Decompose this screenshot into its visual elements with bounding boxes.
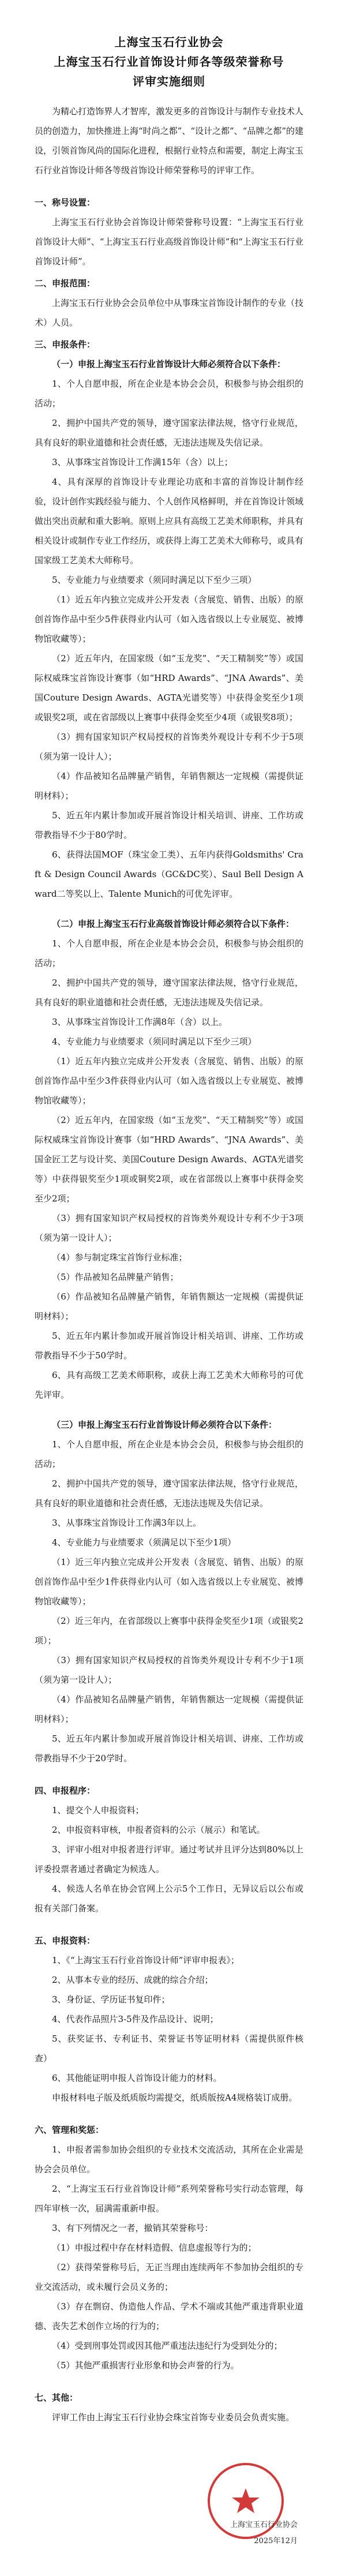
part3-paragraph: 3、从事珠宝首饰设计工作满3年以上。 xyxy=(52,1518,202,1528)
part3-paragraph: （3）拥有国家知识产权局授权的首饰类外观设计专利不少于1项（须为第一设计人）； xyxy=(35,1655,303,1685)
part3-paragraph: 2、拥护中国共产党的领导，遵守国家法律法规，恪守行业规范，具有良好的职业道德和社会责任感，无违法违规及失信记录。 xyxy=(35,1478,303,1508)
part2-title: （二）申报上海宝玉石行业高级首饰设计师必须符合以下条件： xyxy=(52,919,295,929)
sec5-paragraph: 1、《“上海宝玉石行业首饰设计师”评审申报表》； xyxy=(52,1955,239,1965)
section7-title: 七、其他： xyxy=(35,2392,78,2403)
part2-paragraph: 5、近五年内累计参加或开展首饰设计相关培训、讲座、工作坊或带教指导不少于50学时。 xyxy=(35,1331,303,1361)
part2-paragraph: （5）作品被知名品牌量产销售； xyxy=(52,1272,179,1282)
part1 xyxy=(35,354,303,904)
sec6-paragraph: （3）存在剽窃、伪造他人作品、学术不端或其他严重违背职业道德、丧失艺术创作立场的行为的； xyxy=(35,2301,303,2331)
section5-title: 五、申报资料： xyxy=(35,1935,96,1946)
part2-paragraph: 2、拥护中国共产党的领导，遵守国家法律法规，恪守行业规范，具有良好的职业道德和社会责任感，无违法违规及失信记录。 xyxy=(35,978,303,1008)
sections-container xyxy=(35,193,303,354)
part1-paragraph: （1）近五年内独立完成并公开发表（含展览、销售、出版）的原创首饰作品中至少5件获得业内认可（如入选省级以上专业展览、被博物馆收藏等）； xyxy=(35,594,303,644)
intro-paragraph: 为精心打造饰界人才智库，激发更多的首饰设计与制作专业技术人员的创造力，加快推进上海“时尚之都”、“设计之都”、“品牌之都”的建设，引领首饰风尚的国际化进程，根据行业特点和需要，制定上海宝玉石行业首饰设计师各等级首饰设计师荣誉称号的评审工作。 xyxy=(35,106,304,175)
section-paragraph: 上海宝玉石行业协会首饰设计师荣誉称号设置：“上海宝玉石行业首饰设计大师”、“上海宝玉石行业高级首饰设计师”和“上海宝玉石行业首饰设计师”。 xyxy=(35,217,303,267)
part2-paragraph: 4、专业能力与业绩要求（须同时满足以下至少三项） xyxy=(52,1036,257,1047)
part1-paragraph: 2、拥护中国共产党的领导，遵守国家法律法规，恪守行业规范，具有良好的职业道德和社会责任感，无违法违规及失信记录。 xyxy=(35,418,303,448)
document-title xyxy=(35,32,303,91)
sec4-paragraph: 3、评审小组对申报者进行评审。通过考试并且评分达到80%以上评委投票者通过者确定为候选人。 xyxy=(35,1844,303,1874)
sec5-paragraph: 3、身份证、学历证书复印件； xyxy=(52,1994,170,2005)
part1-paragraph: 3、从事珠宝首饰设计工作满15年（含）以上； xyxy=(52,457,233,467)
part2-paragraph: （1）近五年内独立完成并公开发表（含展览、销售、出版）的原创首饰作品中至少3件获得业内认可（如入选省级以上专业展览、被博物馆收藏等）； xyxy=(35,1056,303,1106)
part2-paragraph: 3、从事珠宝首饰设计工作满8年（含）以上。 xyxy=(52,1017,228,1027)
part1-paragraph: （4）作品被知名品牌量产销售，年销售额达一定规模（需提供证明材料）； xyxy=(35,771,303,801)
part1-paragraph: 5、专业能力与业绩要求（须同时满足以下至少三项） xyxy=(52,575,257,585)
part2-paragraph: （6）作品被知名品牌量产销售，年销售额达一定规模（需提供证明材料）； xyxy=(35,1291,303,1321)
part3-paragraph: （4）作品被知名品牌量产销售，年销售额达一定规模（需提供证明材料）； xyxy=(35,1694,303,1724)
part1-title: （一）申报上海宝玉石行业首饰设计大师必须符合以下条件： xyxy=(52,359,286,369)
part1-paragraph: 4、具有深厚的首饰设计专业理论功底和丰富的首饰设计制作经验，设计创作实践经验与能力、个人创作风格鲜明，并在首饰设计领域做出突出贡献和重大影响。原则上应具有高级工艺美术师职称，并具有相关设计或制作专业工作经历，或获得上海工艺美术大师称号，或具有国家级工艺美术大师称号。 xyxy=(35,477,303,566)
sec6-paragraph: （5）其他严重损害行业形象和协会声誉的行为。 xyxy=(52,2360,239,2371)
title-line-3: 评审实施细则 xyxy=(133,74,205,88)
title-line-2: 上海宝玉石行业首饰设计师各等级荣誉称号 xyxy=(54,55,284,69)
sec4-paragraph: 4、候选人名单在协会官网上公示5个工作日，无异议后以公布或报有关部门备案。 xyxy=(35,1884,303,1914)
part1-paragraph: （3）拥有国家知识产权局授权的首饰类外观设计专利不少于5项（须为第一设计人）； xyxy=(35,732,303,762)
part2-paragraph: （3）拥有国家知识产权局授权的首饰类外观设计专利不少于3项（须为第一设计人）； xyxy=(35,1213,303,1243)
section-title: 一、称号设置： xyxy=(35,197,96,208)
signature-block xyxy=(35,2438,303,2576)
part1-paragraph: （2）近五年内，在国家级（如“玉龙奖”、“天工精制奖”等）或国际权威珠宝首饰设计赛事（如“HRD Awards”、“JNA Awards”、美国Couture Design Awards、AGTA光谱奖等）中获得金奖至少1项或银奖2项，或在省部级以上赛事中获得金奖至少4项（或银奖8项）； xyxy=(35,653,303,722)
footer-date: 2025年12月 xyxy=(254,2537,298,2545)
part3-title: （三）申报上海宝玉石行业首饰设计师必须符合以下条件： xyxy=(52,1420,277,1430)
part3-paragraph: （2）近三年内，在省部级以上赛事中获得金奖至少1项（或银奖2项）； xyxy=(35,1616,303,1646)
sec5-paragraph: 2、从事本专业的经历、成就的综合介绍； xyxy=(52,1975,213,1985)
section6-title: 六、管理和奖惩： xyxy=(35,2125,104,2135)
section-title: 三、申报条件： xyxy=(35,339,96,350)
part2-paragraph: 1、个人自愿申报，所在企业是本协会会员，积极参与协会组织的活动； xyxy=(35,938,303,968)
part3-paragraph: 5、近五年内累计参加或开展首饰设计相关培训、讲座、工作坊或带教指导不少于20学时。 xyxy=(35,1733,303,1763)
part1-paragraph: 6、获得法国MOF（珠宝金工类）、五年内获得Goldsmiths' Craft & Design Council Awards（GC&DC奖）、Saul Bell Design Award二等奖以上、Talente Munich的可优先评审。 xyxy=(35,849,303,899)
part2 xyxy=(35,914,303,1405)
part3-paragraph: 4、专业能力与业绩要求（须满足以下至少1项） xyxy=(52,1537,236,1548)
sec6-paragraph: （2）获得荣誉称号后，无正当理由连续两年不参加协会组织的专业交流活动，或未履行会员义务的； xyxy=(35,2262,303,2292)
sec6-paragraph: （1）申报过程中存在材料造假、信息虚报等行为的； xyxy=(52,2242,257,2253)
part3-paragraph: （1）近三年内独立完成并公开发表（含展览、销售、出版）的原创首饰作品中至少1件获得业内认可（如入选省级以上专业展览、被博物馆收藏等）； xyxy=(35,1557,303,1607)
sec6-paragraph: 2、“上海宝玉石行业首饰设计师”系列荣誉称号实行动态管理，每四年审核一次，届满需重新申报。 xyxy=(35,2184,303,2214)
part2-paragraph: 6、具有高级工艺美术师职称，或获上海工艺美术大师称号的可优先评审。 xyxy=(35,1370,303,1400)
section-title: 二、申报范围： xyxy=(35,278,96,289)
sec7-paragraph: 评审工作由上海宝玉石行业协会珠宝首饰专业委员会负责实施。 xyxy=(52,2412,295,2423)
sec6-paragraph: 1、申报者需参加协会组织的专业技术交流活动，其所在企业需是协会会员单位。 xyxy=(35,2144,303,2174)
part2-paragraph: （2）近五年内，在国家级（如“玉龙奖”、“天工精制奖”等）或国际权威珠宝首饰设计赛事（如“HRD Awards”、“JNA Awards”、美国金匠工艺与设计奖、美国Couture Design Awards、AGTA光谱奖等）中获得银奖至少1项或铜奖2项，或在省部级以上赛事中获得金奖至少2项； xyxy=(35,1115,303,1204)
intro xyxy=(35,102,303,180)
sec5-paragraph: 5、获奖证书、专利证书、荣誉证书等证明材料（需提供原件核查） xyxy=(35,2034,303,2064)
part1-paragraph: 1、个人自愿申报，所在企业是本协会会员，积极参与协会组织的活动； xyxy=(35,379,303,409)
official-seal-icon xyxy=(205,2461,286,2541)
footer-organization: 上海宝玉石行业协会 xyxy=(230,2521,298,2529)
sec5-paragraph: 6、其他能证明申报人首饰设计能力的材料。 xyxy=(52,2073,222,2083)
sec5-paragraph: 4、代表作品照片3-5件及作品设计、说明； xyxy=(52,2014,219,2024)
part1-paragraph: 5、近五年内累计参加或开展首饰设计相关培训、讲座、工作坊或带教指导不少于80学时。 xyxy=(35,810,303,840)
part2-paragraph: （4）参与制定珠宝首饰行业标准； xyxy=(52,1252,187,1263)
title-line-1: 上海宝玉石行业协会 xyxy=(114,35,224,49)
section-paragraph: 上海宝玉石行业协会会员单位中从事珠宝首饰设计制作的专业（技术）人员。 xyxy=(35,298,303,328)
sec5-paragraph: 申报材料电子版及纸质版均需提交，纸质版按A4规格装订成册。 xyxy=(52,2092,298,2103)
part3 xyxy=(35,1415,303,1768)
sec4-paragraph: 2、申报资料审核，申报者资料的公示（展示）和笔试。 xyxy=(52,1825,265,1835)
part3-paragraph: 1、个人自愿申报，所在企业是本协会会员，积极参与协会组织的活动； xyxy=(35,1439,303,1469)
sec4-paragraph: 1、提交个人申报资料； xyxy=(52,1805,144,1815)
section4-title: 四、申报程序： xyxy=(35,1785,96,1796)
sec6-paragraph: （4）受到刑事处罚或因其他严重违法违纪行为受到处分的； xyxy=(52,2341,283,2351)
sec6-paragraph: 3、有下列情况之一者，撤销其荣誉称号： xyxy=(52,2223,213,2233)
